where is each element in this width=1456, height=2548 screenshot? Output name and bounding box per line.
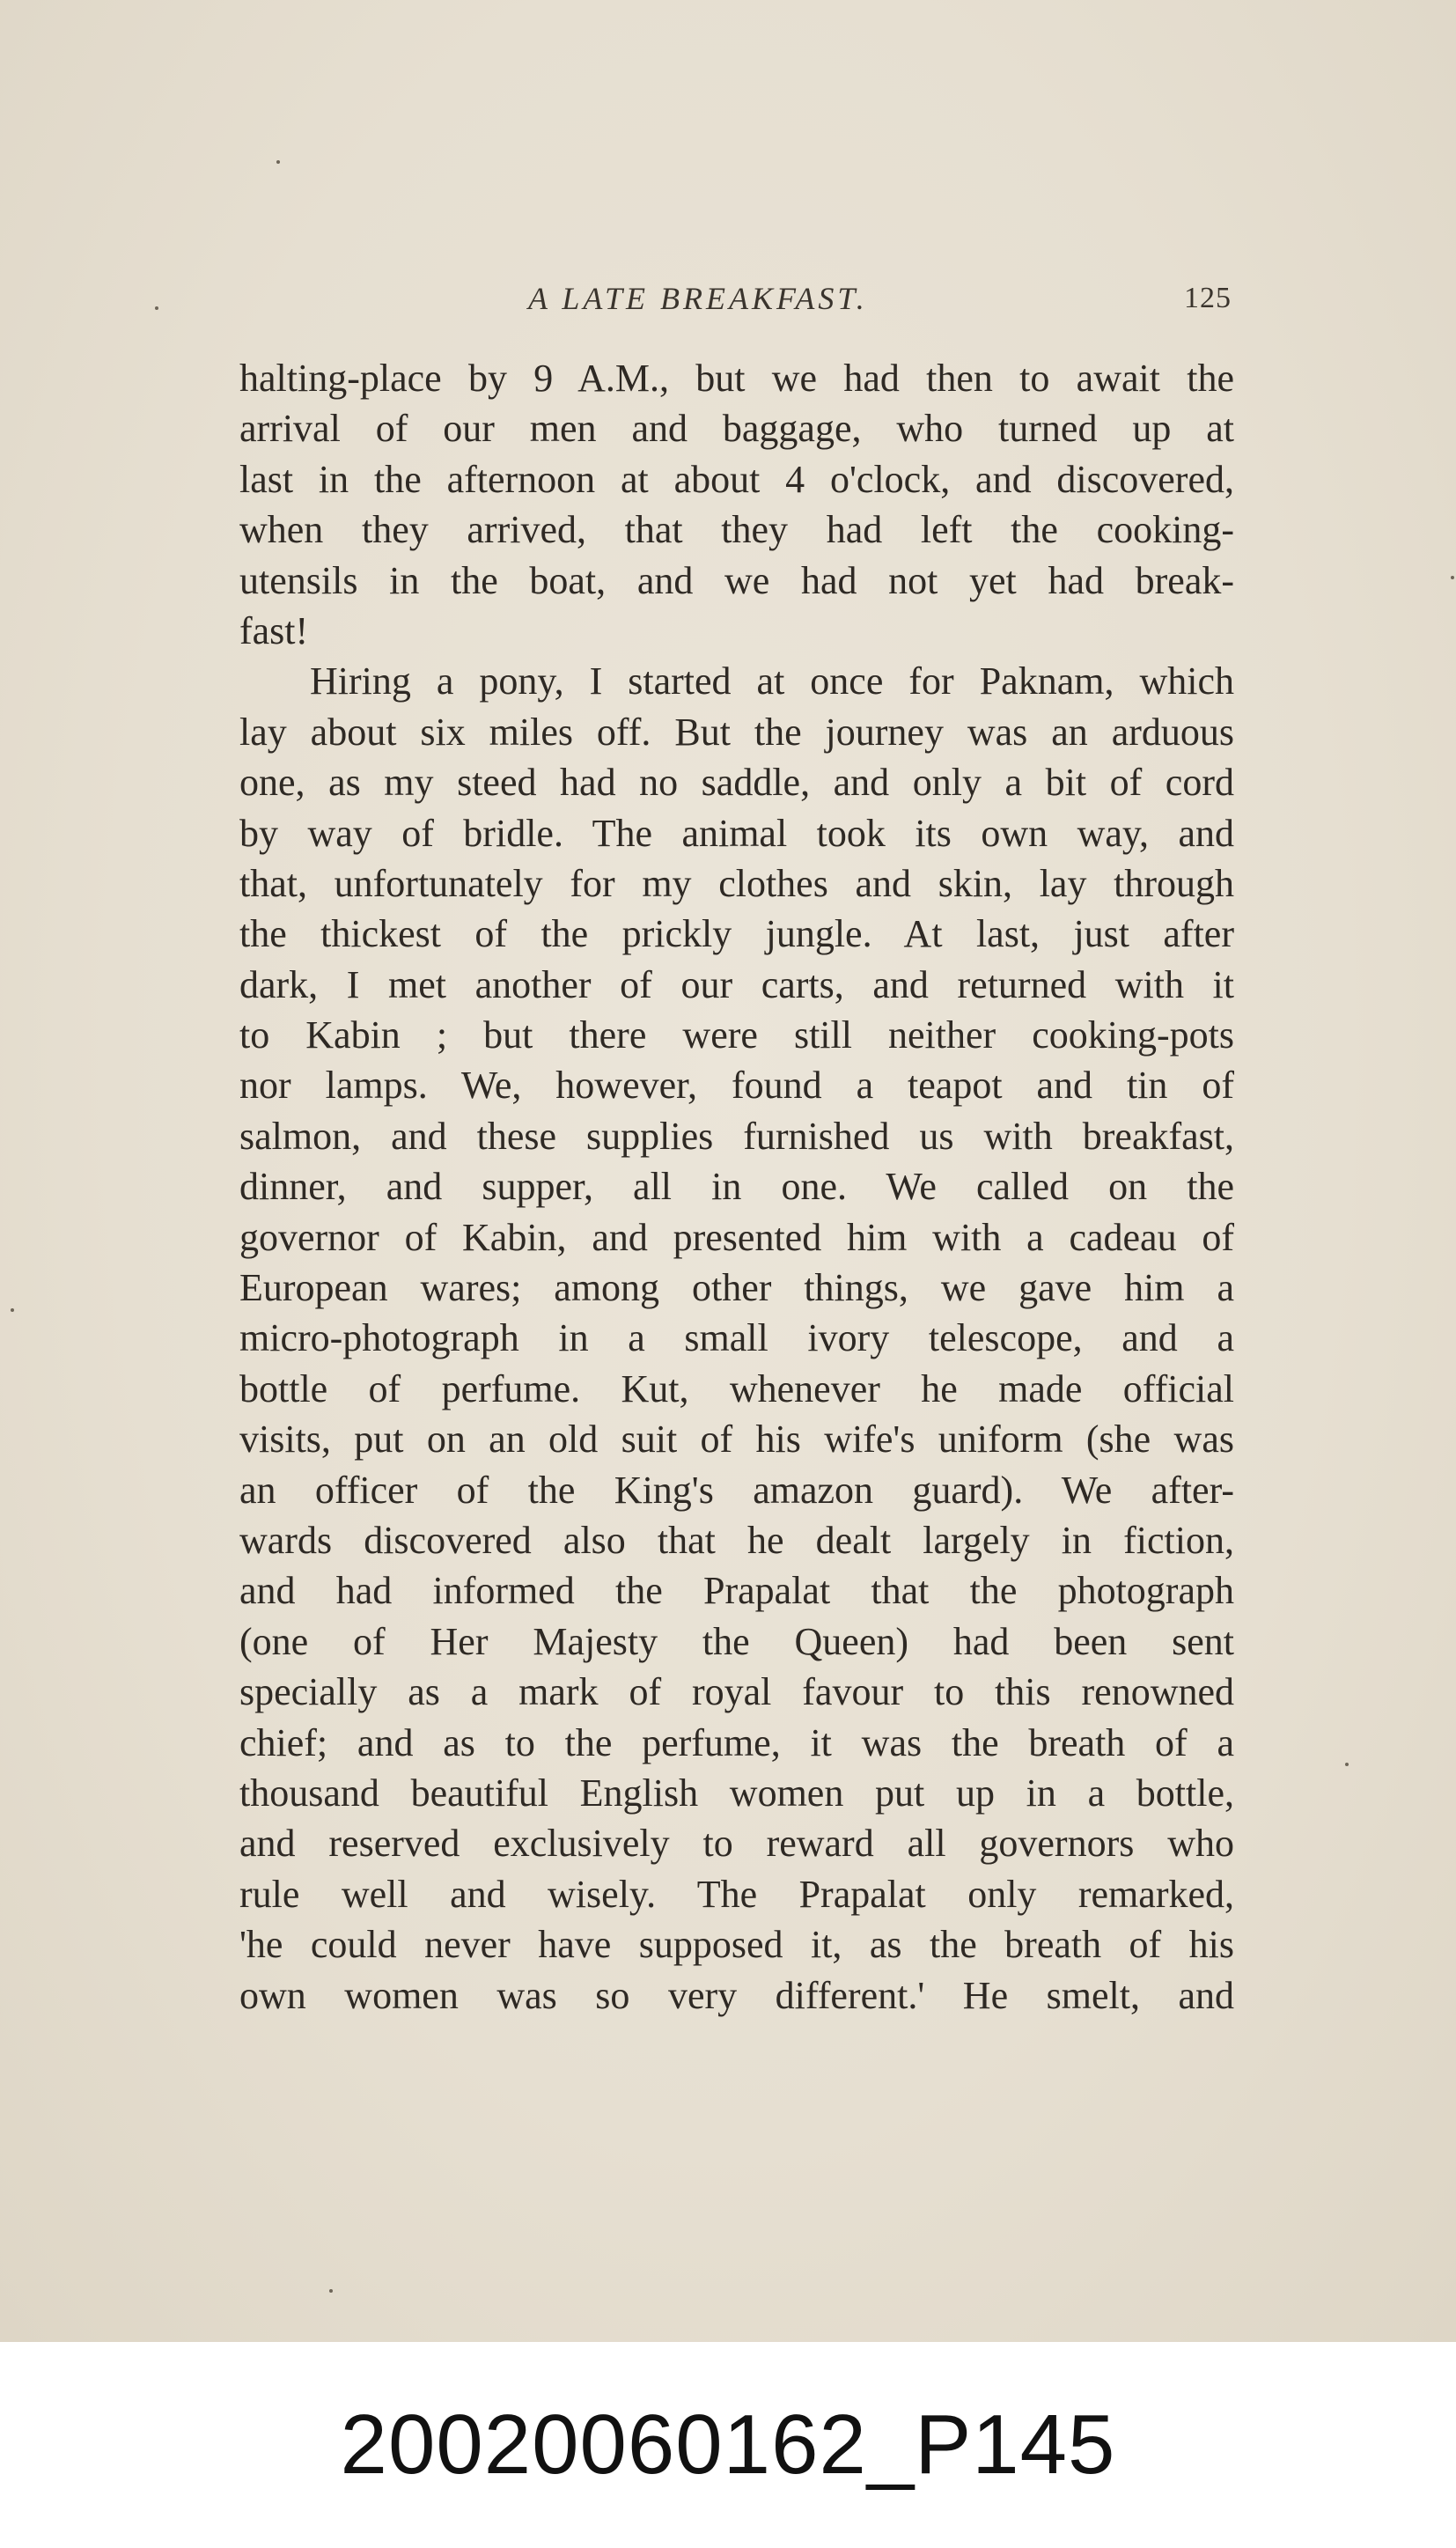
text-line: an officer of the King's amazon guard). We after-	[239, 1468, 1234, 1512]
text-line: fast!	[239, 608, 309, 652]
text-line: specially as a mark of royal favour to this renowned	[239, 1670, 1234, 1714]
body-text	[239, 353, 1234, 2021]
text-line: 'he could never have supposed it, as the breath of his	[239, 1923, 1234, 1967]
text-line: nor lamps. We, however, found a teapot and tin of	[239, 1064, 1234, 1108]
text-line: European wares; among other things, we gave him a	[239, 1266, 1234, 1310]
text-line: dark, I met another of our carts, and returned with it	[239, 962, 1234, 1006]
text-line: dinner, and supper, all in one. We called on the	[239, 1165, 1234, 1209]
text-line: the thickest of the prickly jungle. At last, just after	[239, 912, 1234, 956]
text-line: last in the afternoon at about 4 o'clock, and discovered,	[239, 457, 1234, 501]
paper-speck	[329, 2289, 333, 2293]
text-line: and reserved exclusively to reward all governors who	[239, 1822, 1234, 1866]
text-line: own women was so very different.' He smelt, and	[239, 1973, 1234, 2017]
paper-speck	[11, 1308, 14, 1312]
text-line: (one of Her Majesty the Queen) had been sent	[239, 1619, 1234, 1663]
text-line: chief; and as to the perfume, it was the breath of a	[239, 1720, 1234, 1764]
text-line: by way of bridle. The animal took its own way, and	[239, 811, 1234, 855]
text-line: that, unfortunately for my clothes and skin, lay through	[239, 861, 1234, 905]
text-line: visits, put on an old suit of his wife's uniform (she was	[239, 1418, 1234, 1462]
paper-speck	[155, 306, 158, 310]
text-line: and had informed the Prapalat that the photograph	[239, 1569, 1234, 1613]
text-line: lay about six miles off. But the journey was an arduous	[239, 710, 1234, 754]
running-title: A LATE BREAKFAST.	[528, 281, 868, 316]
text-line: halting-place by 9 A.M., but we had then to await the	[239, 357, 1234, 400]
running-head	[0, 275, 1456, 319]
text-line: rule well and wisely. The Prapalat only remarked,	[239, 1872, 1234, 1916]
text-line: salmon, and these supplies furnished us with breakfast,	[239, 1114, 1234, 1158]
text-line: arrival of our men and baggage, who turned up at	[239, 407, 1234, 451]
text-line: wards discovered also that he dealt largely in fiction,	[239, 1518, 1234, 1562]
paper-speck	[1451, 576, 1454, 579]
paper-speck	[1345, 1763, 1349, 1766]
text-line: one, as my steed had no saddle, and only a bit of cord	[239, 761, 1234, 805]
paper-speck	[276, 160, 280, 164]
text-line: to Kabin ; but there were still neither cooking-pots	[239, 1013, 1234, 1057]
text-line: Hiring a pony, I started at once for Paknam, which	[310, 659, 1234, 703]
text-line: when they arrived, that they had left the cooking-	[239, 508, 1234, 552]
text-line: micro-photograph in a small ivory telescope, and a	[239, 1316, 1234, 1360]
text-line: governor of Kabin, and presented him with a cadeau of	[239, 1215, 1234, 1259]
text-line: bottle of perfume. Kut, whenever he made official	[239, 1366, 1234, 1410]
scan-id-label: 20020060162_P145	[340, 2397, 1116, 2492]
text-line: utensils in the boat, and we had not yet had break-	[239, 558, 1234, 602]
page-number: 125	[1184, 282, 1232, 314]
text-line: thousand beautiful English women put up in a bottle,	[239, 1771, 1234, 1815]
